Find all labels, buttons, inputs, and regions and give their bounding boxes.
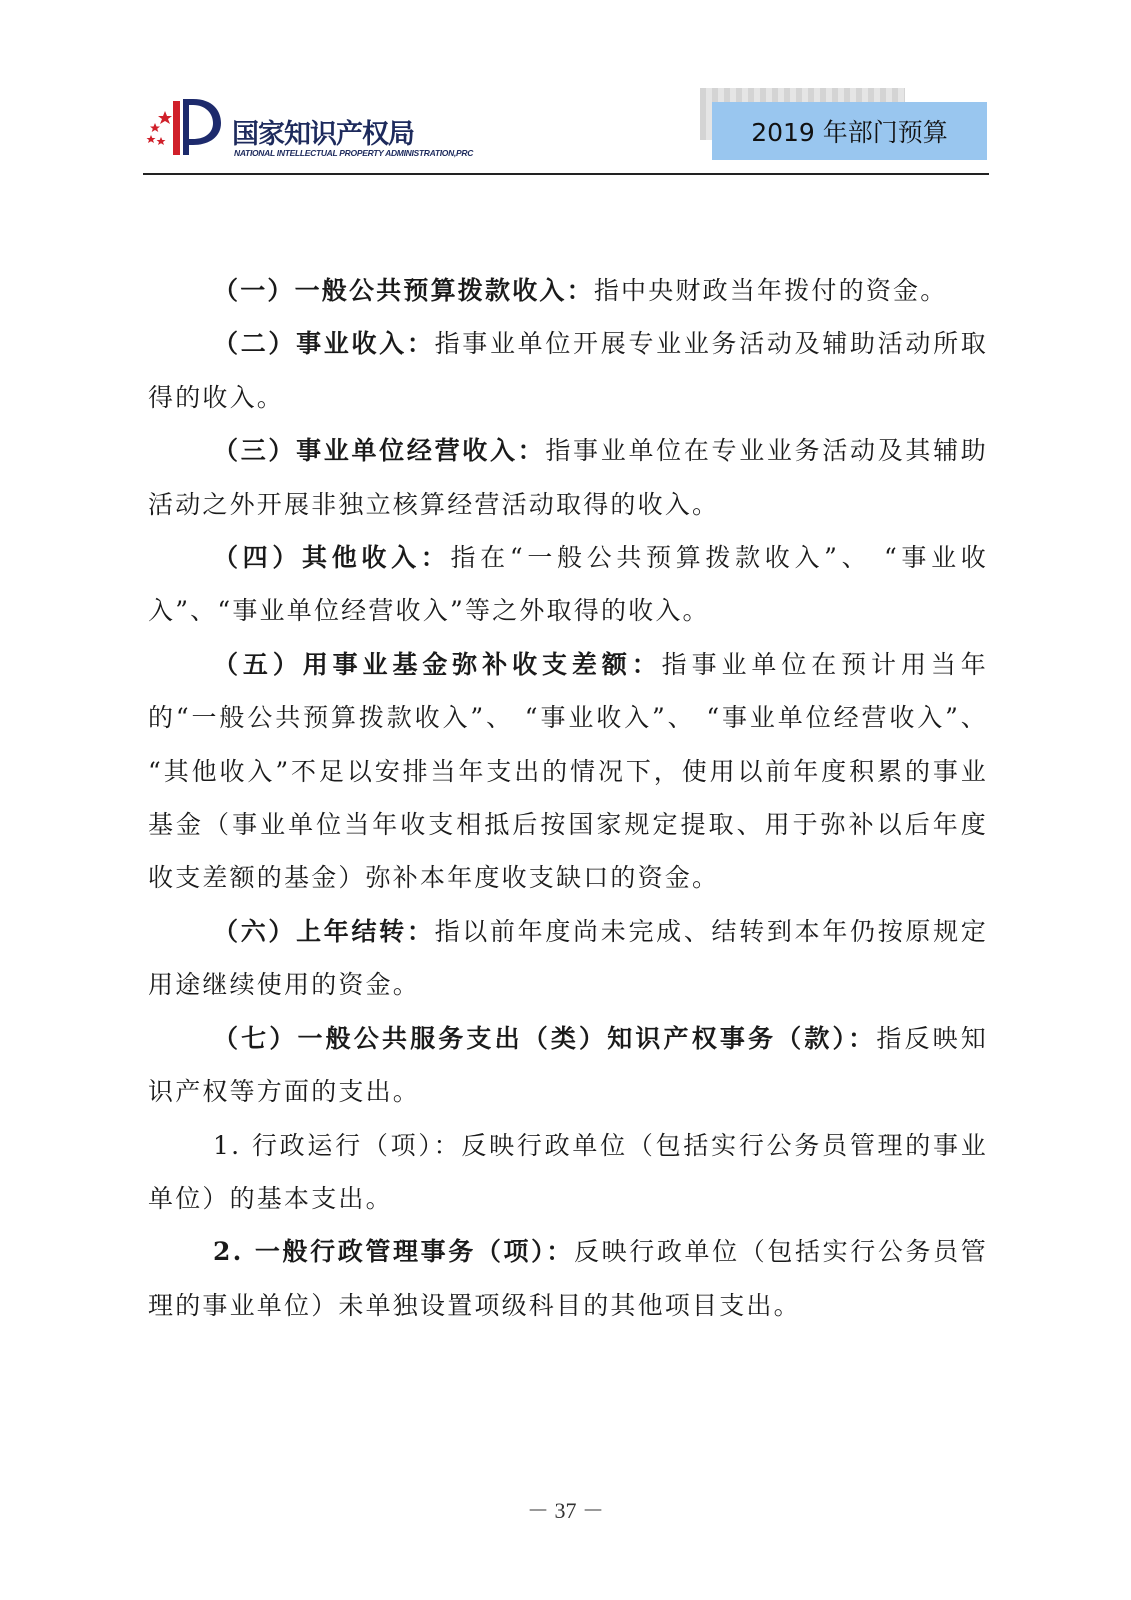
definition: 1. 行政运行（项）：反映行政单位（包括实行公务员管理的事业单位）的基本支出。 [148,1130,988,1213]
definition: 指事业单位在预计用当年的“一般公共预算拨款收入”、 “事业收入”、 “事业单位经营收入”、 “其他收入”不足以安排当年支出的情况下，使用以前年度积累的事业基金（事业单位当年收支相抵后按国家规定提取、用于弥补以后年度收支差额的基金）弥补本年度收支缺口的资金。 [148,649,988,893]
paragraph-8 [148,1119,988,1226]
definition: 指事业单位开展专业业务活动及辅助活动所取得的收入。 [148,329,988,412]
term: （二）事业收入： [213,329,435,359]
paragraph-4 [148,531,988,638]
definition: 反映行政单位（包括实行公务员管理的事业单位）未单独设置项级科目的其他项目支出。 [148,1237,988,1320]
definition: 指中央财政当年拨付的资金。 [593,276,948,305]
definition: 指事业单位在专业业务活动及其辅助活动之外开展非独立核算经营活动取得的收入。 [148,436,989,519]
term: （五）用事业基金弥补收支差额： [213,649,662,679]
org-name: 国家知识产权局 [232,119,414,150]
paragraph-9 [148,1225,988,1332]
page-number: － 37 － [526,1498,604,1523]
term: （四）其他收入： [213,543,451,573]
paragraph-2 [148,317,988,424]
definition: 指反映知识产权等方面的支出。 [148,1023,988,1107]
paragraph-5 [148,638,988,905]
term: （一）一般公共预算拨款收入： [213,276,594,305]
definition: 指在“一般公共预算拨款收入”、 “事业收入”、“事业单位经营收入”等之外取得的收入。 [148,543,988,626]
paragraph-7 [148,1012,988,1119]
org-name-en: NATIONAL INTELLECTUAL PROPERTY ADMINISTRATION,PRC [234,148,474,158]
definition: 指以前年度尚未完成、结转到本年仍按原规定用途继续使用的资金。 [148,916,988,1000]
term: （七）一般公共服务支出（类）知识产权事务（款）： [213,1023,877,1053]
term: （三）事业单位经营收入： [213,436,546,466]
term: （六）上年结转： [213,916,435,946]
paragraph-6 [148,905,988,1012]
cnipa-logo-icon [143,93,223,159]
page-header [0,0,1131,180]
paragraph-3 [148,424,988,531]
header-rule [143,173,989,175]
body-text [148,264,988,1332]
term: 2. 一般行政管理事务（项）： [213,1237,574,1267]
budget-year-badge: 2019 年部门预算 [712,102,987,160]
paragraph-1 [148,264,988,317]
